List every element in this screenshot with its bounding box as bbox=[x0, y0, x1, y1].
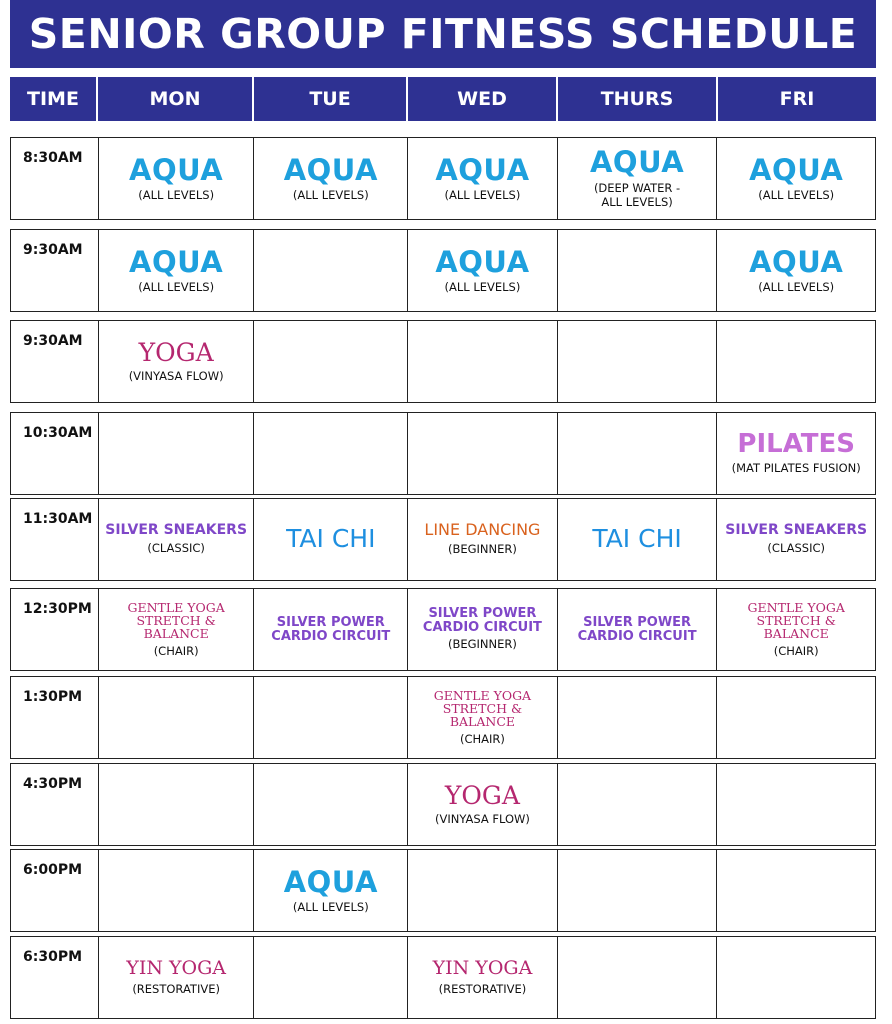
class-level: (ALL LEVELS) bbox=[292, 188, 369, 203]
class-level: (VINYASA FLOW) bbox=[128, 368, 224, 383]
schedule-row bbox=[10, 936, 876, 1019]
header-time: TIME bbox=[10, 77, 98, 121]
class-name: AQUA bbox=[283, 864, 378, 899]
class-name: SILVER POWER CARDIO CIRCUIT bbox=[577, 614, 697, 644]
schedule-row bbox=[10, 588, 876, 671]
class-name: GENTLE YOGA STRETCH & BALANCE bbox=[747, 600, 845, 642]
schedule-row bbox=[10, 412, 876, 495]
class-cell-thurs bbox=[558, 850, 718, 931]
class-cell-thurs bbox=[558, 230, 718, 311]
class-name: AQUA bbox=[435, 152, 530, 187]
class-level: (ALL LEVELS) bbox=[444, 280, 521, 295]
class-cell-thurs bbox=[558, 138, 718, 219]
class-cell-fri bbox=[717, 138, 875, 219]
class-level: (CHAIR) bbox=[459, 731, 505, 746]
class-cell-mon bbox=[99, 321, 255, 402]
schedule-row bbox=[10, 137, 876, 220]
class-level: (ALL LEVELS) bbox=[138, 188, 215, 203]
time-slot: 9:30AM bbox=[11, 230, 99, 311]
time-slot: 6:00PM bbox=[11, 850, 99, 931]
class-level: (ALL LEVELS) bbox=[292, 900, 369, 915]
class-level: (ALL LEVELS) bbox=[758, 188, 835, 203]
class-name: TAI CHI bbox=[592, 524, 682, 554]
class-cell-fri bbox=[717, 677, 875, 758]
class-cell-thurs bbox=[558, 764, 718, 845]
class-level: (RESTORATIVE) bbox=[132, 981, 220, 996]
class-name: GENTLE YOGA STRETCH & BALANCE bbox=[127, 600, 225, 642]
class-cell-mon bbox=[99, 413, 255, 494]
class-cell-fri bbox=[717, 321, 875, 402]
class-name: LINE DANCING bbox=[424, 520, 541, 540]
time-slot: 11:30AM bbox=[11, 499, 99, 580]
class-cell-wed bbox=[408, 677, 558, 758]
header-fri: FRI bbox=[718, 77, 876, 121]
class-cell-thurs bbox=[558, 937, 718, 1018]
header-thurs: THURS bbox=[558, 77, 718, 121]
class-name: YOGA bbox=[444, 780, 520, 810]
class-cell-tue bbox=[254, 937, 408, 1018]
time-slot: 9:30AM bbox=[11, 321, 99, 402]
class-cell-fri bbox=[717, 230, 875, 311]
class-level: (BEGINNER) bbox=[447, 542, 517, 557]
class-cell-thurs bbox=[558, 321, 718, 402]
header-mon: MON bbox=[98, 77, 254, 121]
class-cell-fri bbox=[717, 850, 875, 931]
header-tue: TUE bbox=[254, 77, 408, 121]
class-cell-wed bbox=[408, 764, 558, 845]
class-level: (CLASSIC) bbox=[147, 541, 205, 556]
time-slot: 4:30PM bbox=[11, 764, 99, 845]
class-level: (RESTORATIVE) bbox=[438, 981, 527, 996]
class-level: (DEEP WATER - ALL LEVELS) bbox=[593, 180, 681, 210]
class-level: (CHAIR) bbox=[153, 643, 199, 658]
class-cell-wed bbox=[408, 937, 558, 1018]
schedule-header bbox=[10, 77, 876, 121]
class-name: YIN YOGA bbox=[126, 956, 227, 979]
class-name: PILATES bbox=[737, 429, 856, 460]
class-level: (ALL LEVELS) bbox=[444, 188, 521, 203]
class-name: TAI CHI bbox=[286, 524, 376, 554]
class-cell-wed bbox=[408, 138, 558, 219]
class-cell-tue bbox=[254, 413, 408, 494]
class-level: (VINYASA FLOW) bbox=[434, 811, 530, 826]
class-cell-mon bbox=[99, 937, 255, 1018]
class-cell-thurs bbox=[558, 499, 718, 580]
class-cell-mon bbox=[99, 850, 255, 931]
class-name: AQUA bbox=[749, 152, 844, 187]
class-level: (BEGINNER) bbox=[447, 637, 517, 652]
time-slot: 1:30PM bbox=[11, 677, 99, 758]
class-name: AQUA bbox=[435, 244, 530, 279]
schedule-row bbox=[10, 320, 876, 403]
class-name: AQUA bbox=[589, 145, 685, 180]
class-cell-wed bbox=[408, 850, 558, 931]
class-cell-tue bbox=[254, 138, 408, 219]
class-cell-fri bbox=[717, 764, 875, 845]
class-cell-wed bbox=[408, 589, 558, 670]
class-cell-tue bbox=[254, 850, 408, 931]
class-cell-mon bbox=[99, 138, 255, 219]
class-name: YIN YOGA bbox=[432, 956, 533, 979]
class-cell-mon bbox=[99, 589, 255, 670]
class-name: GENTLE YOGA STRETCH & BALANCE bbox=[433, 688, 532, 730]
class-cell-wed bbox=[408, 230, 558, 311]
class-cell-mon bbox=[99, 230, 255, 311]
class-name: SILVER SNEAKERS bbox=[725, 522, 868, 539]
schedule-row bbox=[10, 849, 876, 932]
time-slot: 6:30PM bbox=[11, 937, 99, 1018]
time-slot: 12:30PM bbox=[11, 589, 99, 670]
class-level: (ALL LEVELS) bbox=[138, 280, 215, 295]
class-name: SILVER POWER CARDIO CIRCUIT bbox=[271, 614, 391, 644]
class-cell-tue bbox=[254, 677, 408, 758]
class-cell-tue bbox=[254, 499, 408, 580]
class-name: SILVER POWER CARDIO CIRCUIT bbox=[422, 606, 542, 635]
page-title: SENIOR GROUP FITNESS SCHEDULE bbox=[10, 0, 876, 68]
class-name: YOGA bbox=[138, 337, 214, 367]
schedule-row bbox=[10, 229, 876, 312]
class-cell-tue bbox=[254, 230, 408, 311]
class-cell-wed bbox=[408, 413, 558, 494]
class-cell-fri bbox=[717, 499, 875, 580]
schedule-row bbox=[10, 763, 876, 846]
class-name: AQUA bbox=[283, 152, 378, 187]
header-wed: WED bbox=[408, 77, 558, 121]
class-cell-mon bbox=[99, 677, 255, 758]
class-cell-tue bbox=[254, 589, 408, 670]
class-cell-fri bbox=[717, 937, 875, 1018]
class-level: (CLASSIC) bbox=[767, 541, 825, 556]
class-name: AQUA bbox=[749, 244, 844, 279]
class-level: (MAT PILATES FUSION) bbox=[731, 461, 861, 476]
class-level: (CHAIR) bbox=[773, 643, 819, 658]
time-slot: 8:30AM bbox=[11, 138, 99, 219]
class-cell-wed bbox=[408, 499, 558, 580]
class-cell-fri bbox=[717, 413, 875, 494]
class-cell-fri bbox=[717, 589, 875, 670]
schedule-row bbox=[10, 498, 876, 581]
class-cell-tue bbox=[254, 764, 408, 845]
class-level: (ALL LEVELS) bbox=[758, 280, 835, 295]
class-cell-thurs bbox=[558, 677, 718, 758]
schedule-row bbox=[10, 676, 876, 759]
class-cell-mon bbox=[99, 764, 255, 845]
class-cell-wed bbox=[408, 321, 558, 402]
class-cell-mon bbox=[99, 499, 255, 580]
class-name: AQUA bbox=[129, 152, 224, 187]
class-name: AQUA bbox=[129, 244, 224, 279]
class-cell-thurs bbox=[558, 413, 718, 494]
class-cell-thurs bbox=[558, 589, 718, 670]
class-name: SILVER SNEAKERS bbox=[105, 522, 248, 539]
class-cell-tue bbox=[254, 321, 408, 402]
time-slot: 10:30AM bbox=[11, 413, 99, 494]
